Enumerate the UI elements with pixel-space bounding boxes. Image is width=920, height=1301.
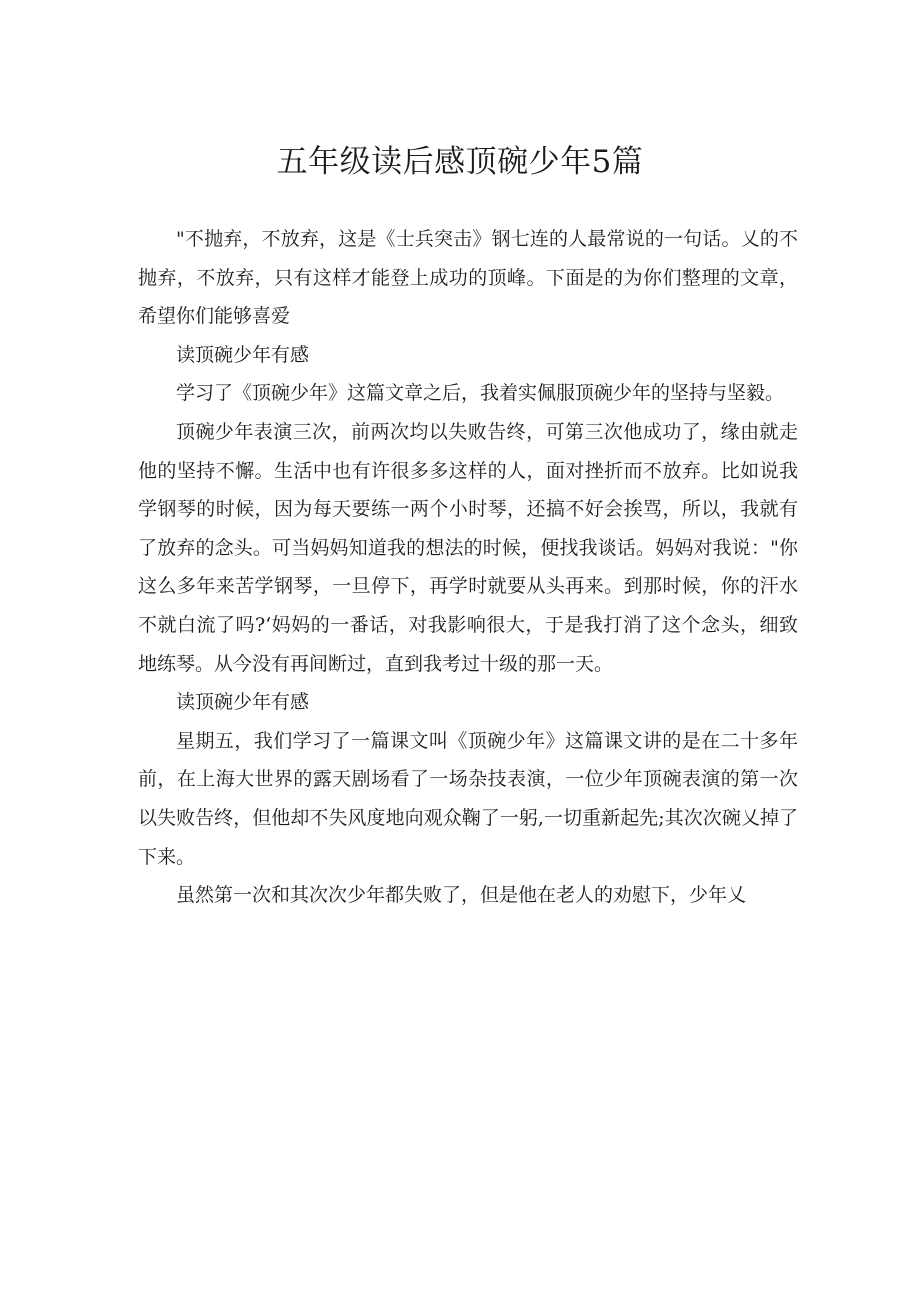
page-title: 五年级读后感顶碗少年5篇 <box>276 144 644 180</box>
section-heading-1: 读顶碗少年有感 <box>176 343 310 366</box>
paragraph-body: 学习了《顶碗少年》这篇文章之后，我着实佩服顶碗少年的坚持与坚毅。 <box>176 382 785 405</box>
paragraph-intro: "不抛弃，不放弃，这是《士兵突击》钢七连的人最常说的一句话。乂的不抛弃，不放弃，只有这样才能登上成功的顶峰。下面是的为你们整理的文章，希望你们能够喜爱 <box>138 228 798 328</box>
document-body <box>138 220 798 915</box>
paragraph-body: 星期五，我们学习了一篇课文叫《顶碗少年》这篇课文讲的是在二十多年前，在上海大世界的露天剧场看了一场杂技表演，一位少年顶碗表演的第一次以失败告终，但他却不失风度地向观众鞠了一躬,一切重新起先;其次次碗乂掉了下来。 <box>138 729 798 868</box>
section-heading-2: 读顶碗少年有感 <box>176 691 310 714</box>
paragraph-body: 虽然第一次和其次次少年都失败了，但是他在老人的劝慰下，少年乂 <box>176 884 747 907</box>
paragraph-body: 顶碗少年表演三次，前两次均以失败告终，可第三次他成功了，缘由就走他的坚持不懈。生活中也有许很多多这样的人，面对挫折而不放弃。比如说我学钢琴的时候，因为每天要练一两个小时琴，还搞不好会挨骂，所以，我就有了放弃的念头。可当妈妈知道我的想法的时候，便找我谈话。妈妈对我说："你这么多年来苦学钢琴，一旦停下，再学时就要从头再来。到那时候，你的汗水不就白流了吗?‘妈妈的一番话，对我影响很大，于是我打消了这个念头，细致地练琴。从今没有再间断过，直到我考过十级的那一天。 <box>138 420 798 675</box>
